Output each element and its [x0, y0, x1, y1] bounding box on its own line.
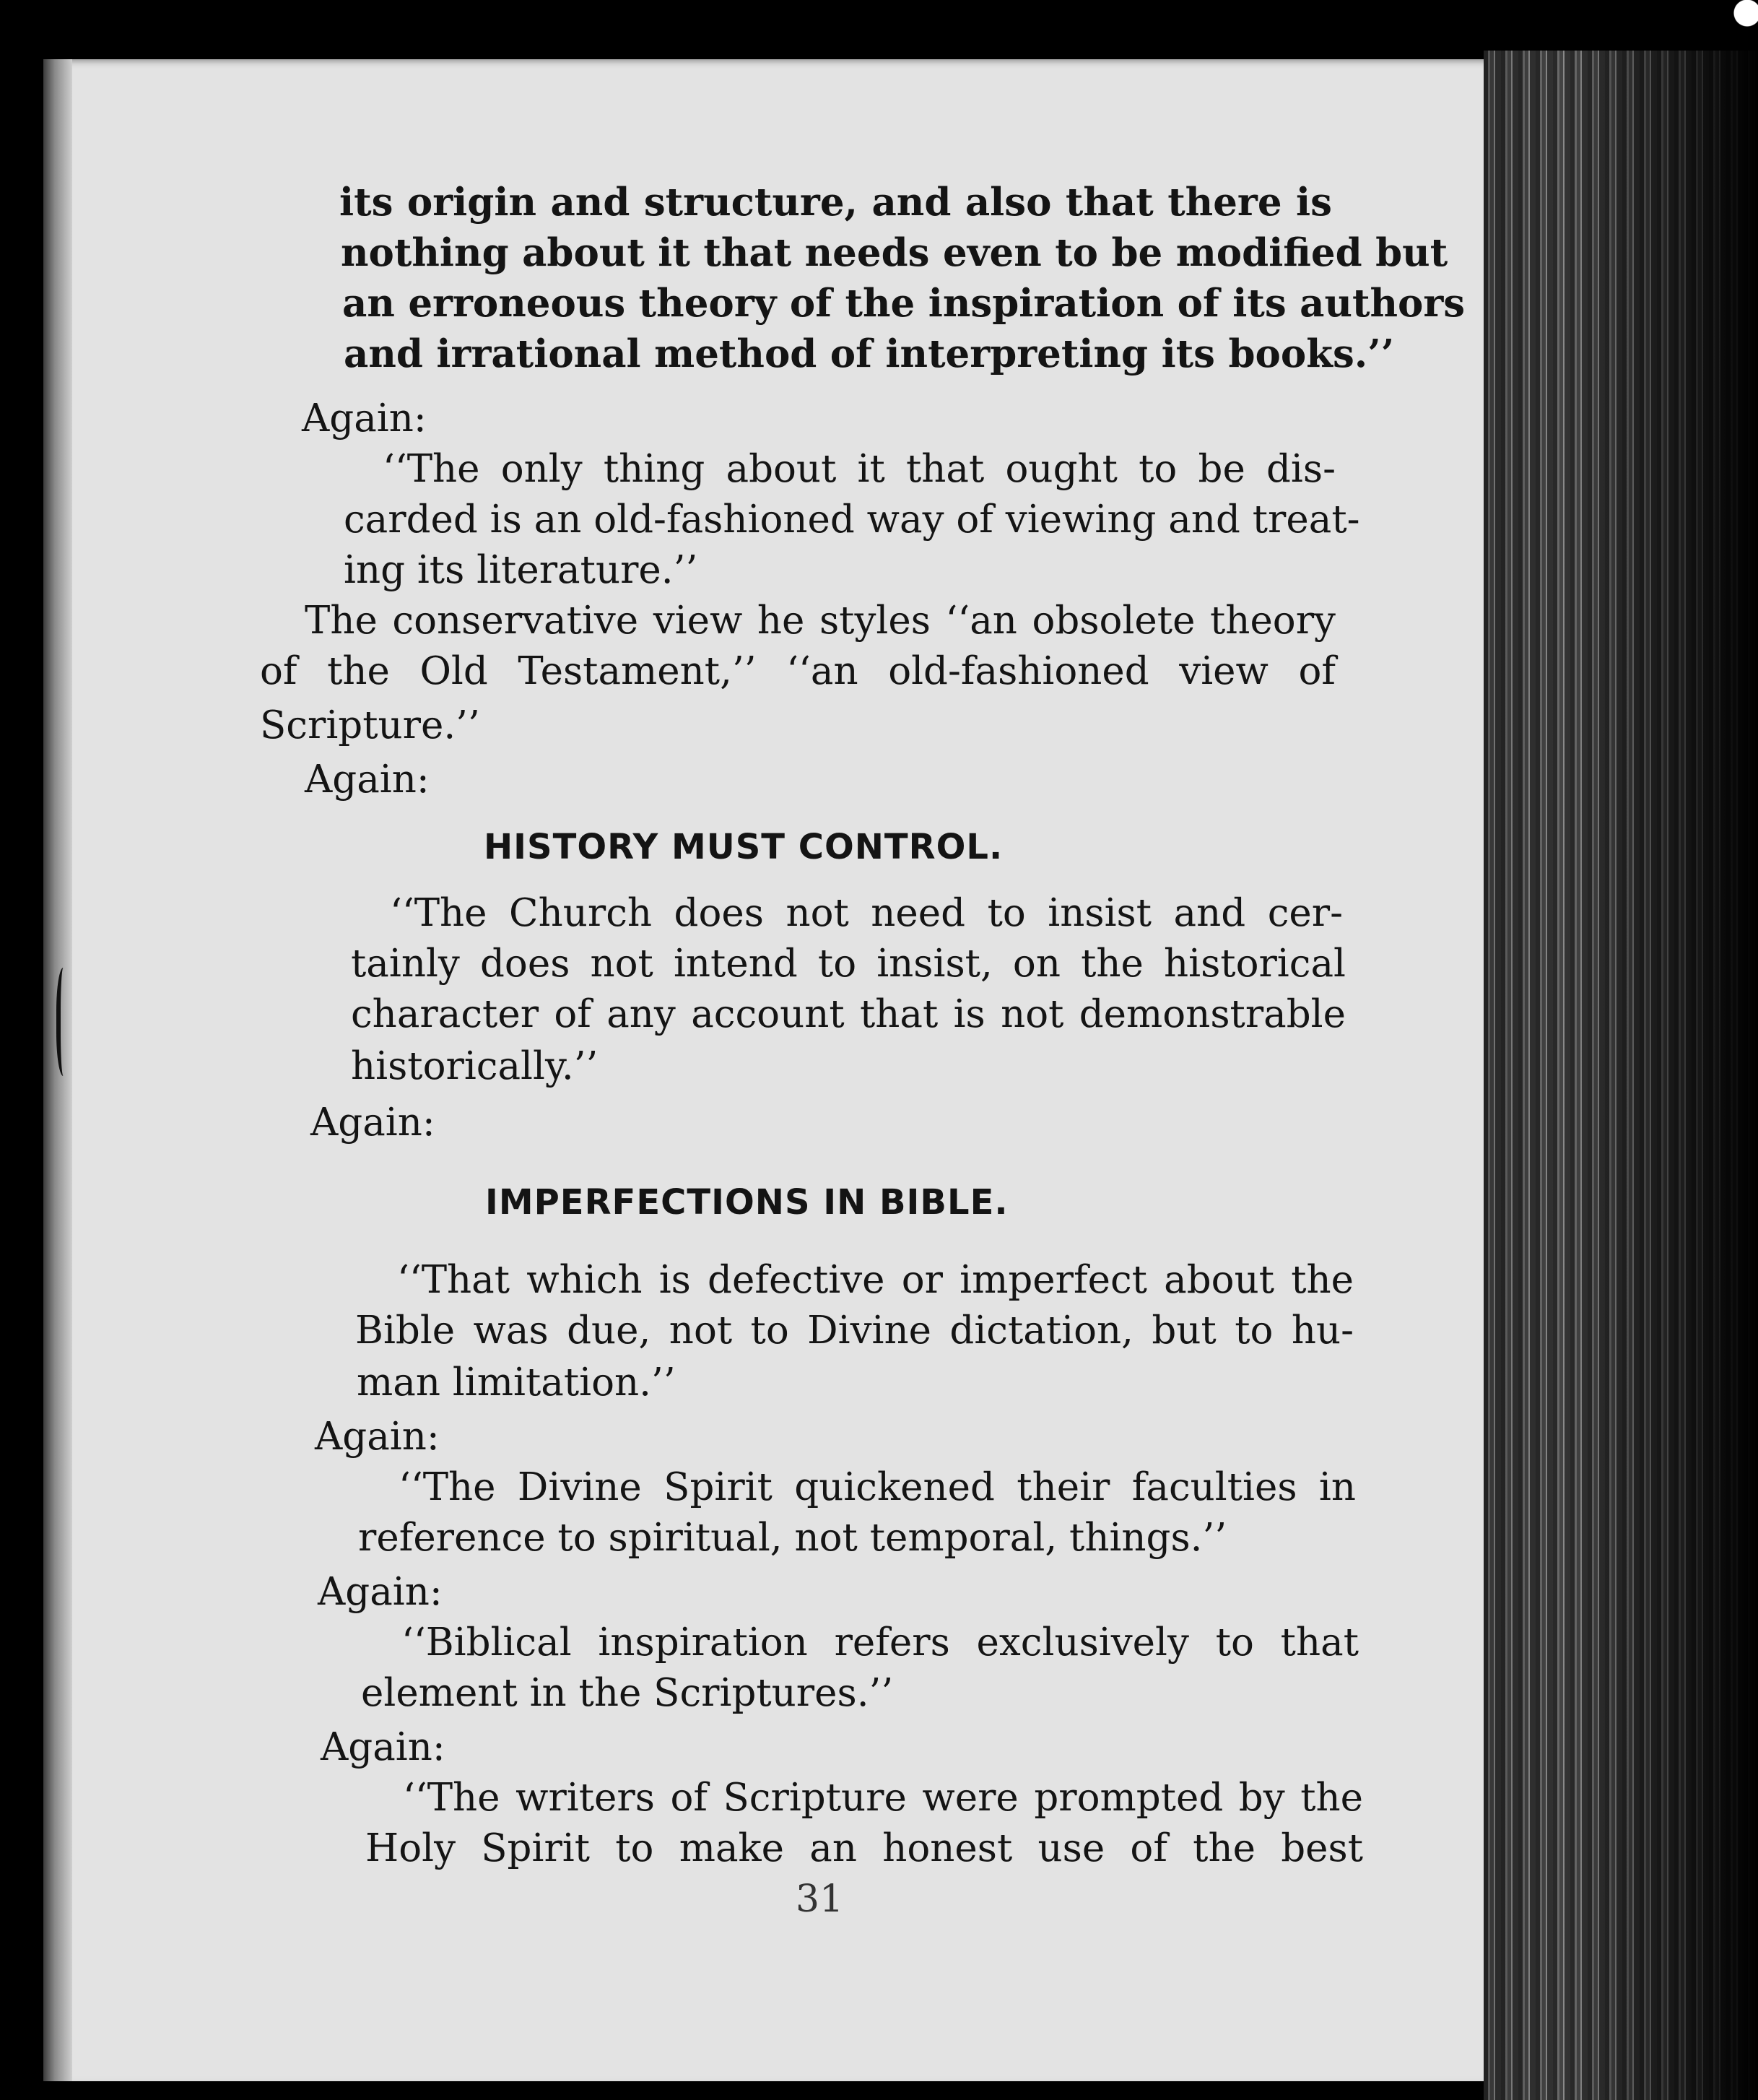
paragraph-line: of the Old Testament,’’ ‘‘an old-fashioned view of	[260, 649, 1336, 693]
section-heading: HISTORY MUST CONTROL.	[484, 827, 1004, 867]
quote-line: Holy Spirit to make an honest use of the best	[365, 1826, 1363, 1870]
paragraph-line: Scripture.’’	[260, 703, 480, 747]
paragraph-line: The conservative view he styles ‘‘an obsolete theory	[305, 599, 1336, 643]
again-label: Again:	[315, 1415, 440, 1459]
quote-line: ‘‘Biblical inspiration refers exclusively to that	[401, 1620, 1359, 1665]
section-heading: IMPERFECTIONS IN BIBLE.	[485, 1182, 1009, 1223]
quote-line: carded is an old-fashioned way of viewing and treat-	[344, 498, 1360, 542]
quote-line: ‘‘The writers of Scripture were prompted by the	[403, 1776, 1363, 1820]
quote-line: ‘‘That which is defective or imperfect about the	[397, 1258, 1354, 1302]
quote-line: element in the Scriptures.’’	[361, 1671, 894, 1715]
quote-line: historically.’’	[351, 1044, 599, 1088]
again-label: Again:	[321, 1725, 445, 1769]
again-label: Again:	[318, 1570, 443, 1614]
again-label: Again:	[310, 1101, 435, 1145]
again-label: Again:	[302, 396, 427, 441]
quote-line: ‘‘The only thing about it that ought to be dis-	[383, 447, 1336, 491]
quote-line: tainly does not intend to insist, on the historical	[351, 942, 1346, 986]
quote-line: ing its literature.’’	[344, 548, 698, 592]
text-line: nothing about it that needs even to be modified but	[341, 230, 1448, 275]
quote-line: ‘‘The Divine Spirit quickened their faculties in	[399, 1465, 1356, 1509]
again-label: Again:	[305, 758, 430, 802]
text-line: and irrational method of interpreting its books.’’	[344, 331, 1395, 376]
quote-line: reference to spiritual, not temporal, things.’’	[358, 1516, 1227, 1560]
quote-line: Bible was due, not to Divine dictation, but to hu-	[355, 1309, 1354, 1353]
quote-line: ‘‘The Church does not need to insist and cer-	[390, 891, 1343, 935]
quote-line: character of any account that is not demonstrable	[351, 992, 1346, 1036]
page-number: 31	[796, 1878, 844, 1921]
text-line: its origin and structure, and also that there is	[339, 180, 1332, 225]
quote-line: man limitation.’’	[357, 1361, 676, 1405]
text-line: an erroneous theory of the inspiration of its authors	[342, 281, 1466, 326]
